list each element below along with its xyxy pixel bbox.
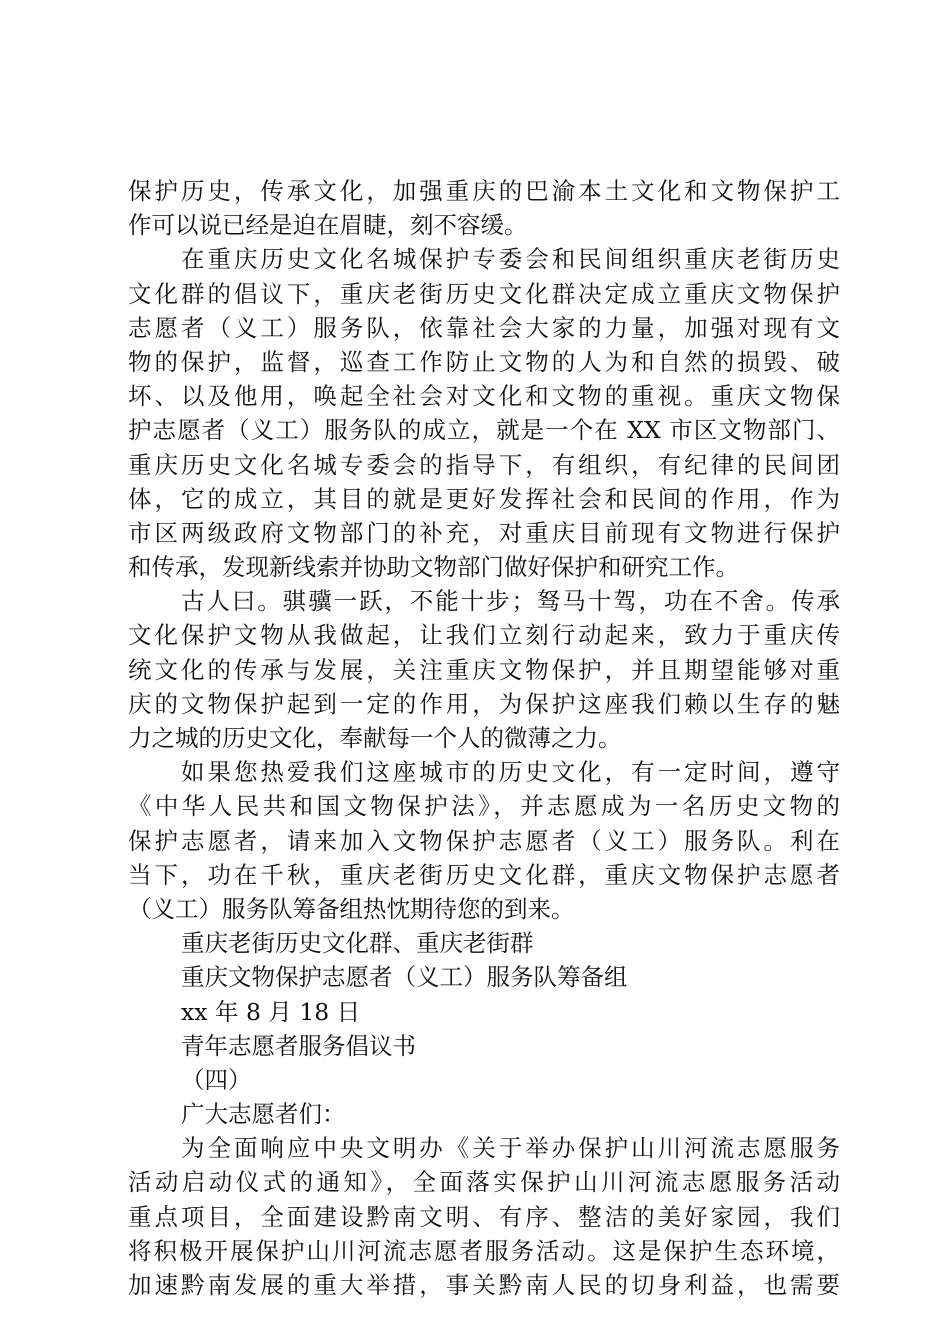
text-line: 保护历史，传承文化，加强重庆的巴渝本土文化和文物保护工 [128, 177, 840, 205]
text-line: （义工）服务队筹备组热忱期待您的到来。 [128, 894, 575, 923]
text-line: 作可以说已经是迫在眉睫，刻不容缓。 [128, 211, 528, 240]
text-line: 力之城的历史文化，奉献每一个人的微薄之力。 [128, 724, 622, 752]
signature-organization: 重庆老街历史文化群、重庆老街群 [181, 929, 534, 958]
text-line: 统文化的传承与发展，关注重庆文物保护，并且期望能够对重 [128, 655, 840, 684]
document-body [128, 174, 840, 1302]
salutation: 广大志愿者们： [181, 1100, 346, 1129]
signature-date: xx 年 8 月 18 日 [181, 997, 361, 1026]
section-title: 青年志愿者服务倡议书 [181, 1031, 416, 1060]
text-line: 文化保护文物从我做起，让我们立刻行动起来，致力于重庆传 [128, 621, 840, 650]
text-line: 志愿者（义工）服务队，依靠社会大家的力量，加强对现有文 [128, 313, 840, 342]
paragraph-first-line: 为全面响应中央文明办《关于举办保护山川河流志愿服务 [181, 1134, 840, 1163]
signature-group: 重庆文物保护志愿者（义工）服务队筹备组 [181, 963, 628, 992]
paragraph-first-line: 古人曰。骐骥一跃，不能十步；驽马十驾，功在不舍。传承 [181, 587, 840, 616]
text-line: 《中华人民共和国文物保护法》，并志愿成为一名历史文物的 [128, 792, 840, 821]
text-line: 和传承，发现新线索并协助文物部门做好保护和研究工作。 [128, 553, 739, 582]
text-line: 护志愿者（义工）服务队的成立，就是一个在 XX 市区文物部门、 [128, 416, 840, 445]
text-line: 加速黔南发展的重大举措，事关黔南人民的切身利益，也需要 [128, 1271, 840, 1299]
text-line: 将积极开展保护山川河流志愿者服务活动。这是保护生态环境， [128, 1236, 840, 1265]
text-line: 体，它的成立，其目的就是更好发挥社会和民间的作用，作为 [128, 484, 840, 513]
text-line: 市区两级政府文物部门的补充，对重庆目前现有文物进行保护 [128, 518, 840, 547]
section-number: （四） [181, 1065, 252, 1094]
paragraph-first-line: 如果您热爱我们这座城市的历史文化，有一定时间，遵守 [181, 758, 840, 787]
text-line: 文化群的倡议下，重庆老街历史文化群决定成立重庆文物保护 [128, 279, 840, 308]
text-line: 庆的文物保护起到一定的作用，为保护这座我们赖以生存的魅 [128, 689, 840, 718]
text-line: 活动启动仪式的通知》，全面落实保护山川河流志愿服务活动 [128, 1168, 840, 1197]
text-line: 坏、以及他用，唤起全社会对文化和文物的重视。重庆文物保 [128, 382, 840, 411]
text-line: 保护志愿者，请来加入文物保护志愿者（义工）服务队。利在 [128, 826, 840, 855]
paragraph-first-line: 在重庆历史文化名城保护专委会和民间组织重庆老街历史 [181, 245, 840, 274]
text-line: 当下，功在千秋，重庆老街历史文化群，重庆文物保护志愿者 [128, 860, 840, 889]
text-line: 物的保护，监督，巡查工作防止文物的人为和自然的损毁、破 [128, 347, 840, 376]
text-line: 重庆历史文化名城专委会的指导下，有组织，有纪律的民间团 [128, 450, 840, 479]
text-line: 重点项目，全面建设黔南文明、有序、整洁的美好家园，我们 [128, 1202, 840, 1231]
